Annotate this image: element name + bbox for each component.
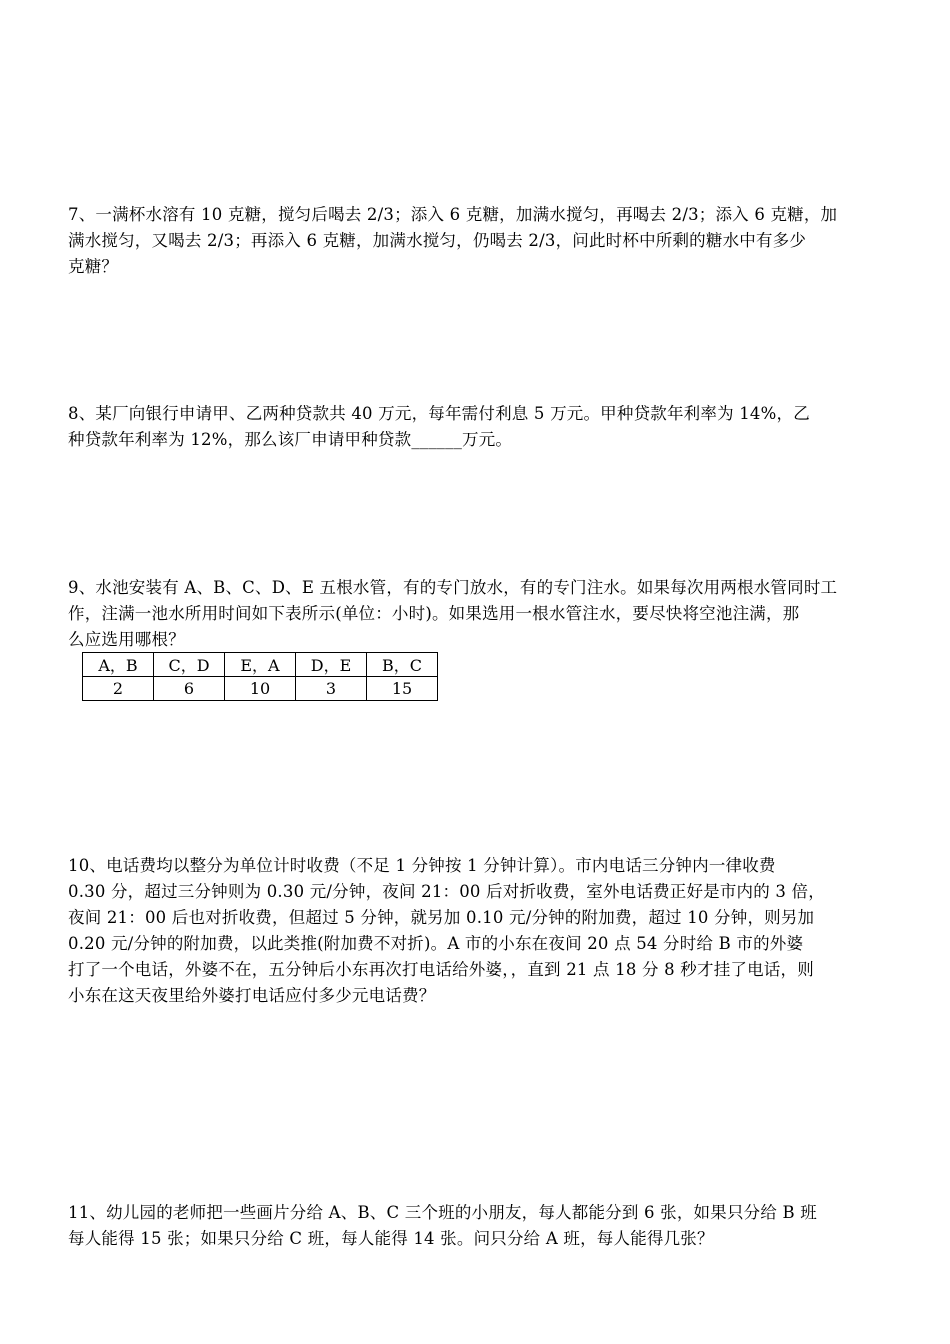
problem-9-line: 9、水池安装有 A、B、C、D、E 五根水管，有的专门放水，有的专门注水。如果每次用两根水管同时工 [68, 578, 838, 597]
problem-7-line: 满水搅匀，又喝去 2/3；再添入 6 克糖，加满水搅匀，仍喝去 2/3，问此时杯中所剩的糖水中有多少 [68, 231, 807, 250]
problem-11 [68, 1200, 888, 1252]
problem-10-line: 夜间 21：00 后也对折收费，但超过 5 分钟，就另加 0.10 元/分钟的附加费，超过 10 分钟，则另加 [68, 908, 815, 927]
table-header-row [83, 653, 438, 677]
pipe-time-table [82, 652, 438, 701]
problem-10 [68, 853, 888, 1009]
problem-8-line: 8、某厂向银行申请甲、乙两种贷款共 40 万元，每年需付利息 5 万元。甲种贷款年利率为 14%，乙 [68, 404, 810, 423]
problem-8-line: 种贷款年利率为 12%，那么该厂申请甲种贷款______万元。 [68, 430, 513, 449]
problem-10-line: 0.30 分，超过三分钟则为 0.30 元/分钟，夜间 21：00 后对折收费，室外电话费正好是市内的 3 倍， [68, 882, 825, 901]
table-header-cell: D，E [296, 653, 367, 677]
table-row [83, 677, 438, 701]
table-header-cell: C，D [154, 653, 225, 677]
problem-11-line: 每人能得 15 张；如果只分给 C 班，每人能得 14 张。问只分给 A 班，每人能得几张？ [68, 1229, 714, 1248]
problem-9-line: 作，注满一池水所用时间如下表所示(单位：小时)。如果选用一根水管注水，要尽快将空池注满，那 [68, 604, 800, 623]
table-cell: 6 [154, 677, 225, 701]
problem-9 [68, 575, 888, 653]
problem-7-line: 克糖？ [68, 257, 119, 276]
problem-9-line: 么应选用哪根？ [68, 630, 185, 649]
table-header-cell: B，C [367, 653, 438, 677]
problem-8 [68, 401, 888, 453]
problem-10-line: 小东在这天夜里给外婆打电话应付多少元电话费？ [68, 986, 436, 1005]
problem-7-line: 7、一满杯水溶有 10 克糖，搅匀后喝去 2/3；添入 6 克糖，加满水搅匀，再喝去 2/3；添入 6 克糖，加 [68, 205, 838, 224]
table-cell: 2 [83, 677, 154, 701]
table-cell: 10 [225, 677, 296, 701]
table-header-cell: A，B [83, 653, 154, 677]
table-header-cell: E，A [225, 653, 296, 677]
problem-10-line: 打了一个电话，外婆不在，五分钟后小东再次打电话给外婆，，直到 21 点 18 分 8 秒才挂了电话，则 [68, 960, 814, 979]
table-cell: 15 [367, 677, 438, 701]
problem-10-line: 10、电话费均以整分为单位计时收费（不足 1 分钟按 1 分钟计算）。市内电话三分钟内一律收费 [68, 856, 776, 875]
problem-7 [68, 202, 888, 280]
problem-11-line: 11、幼儿园的老师把一些画片分给 A、B、C 三个班的小朋友，每人都能分到 6 张，如果只分给 B 班 [68, 1203, 817, 1222]
table-cell: 3 [296, 677, 367, 701]
problem-10-line: 0.20 元/分钟的附加费，以此类推(附加费不对折)。A 市的小东在夜间 20 点 54 分时给 B 市的外婆 [68, 934, 804, 953]
